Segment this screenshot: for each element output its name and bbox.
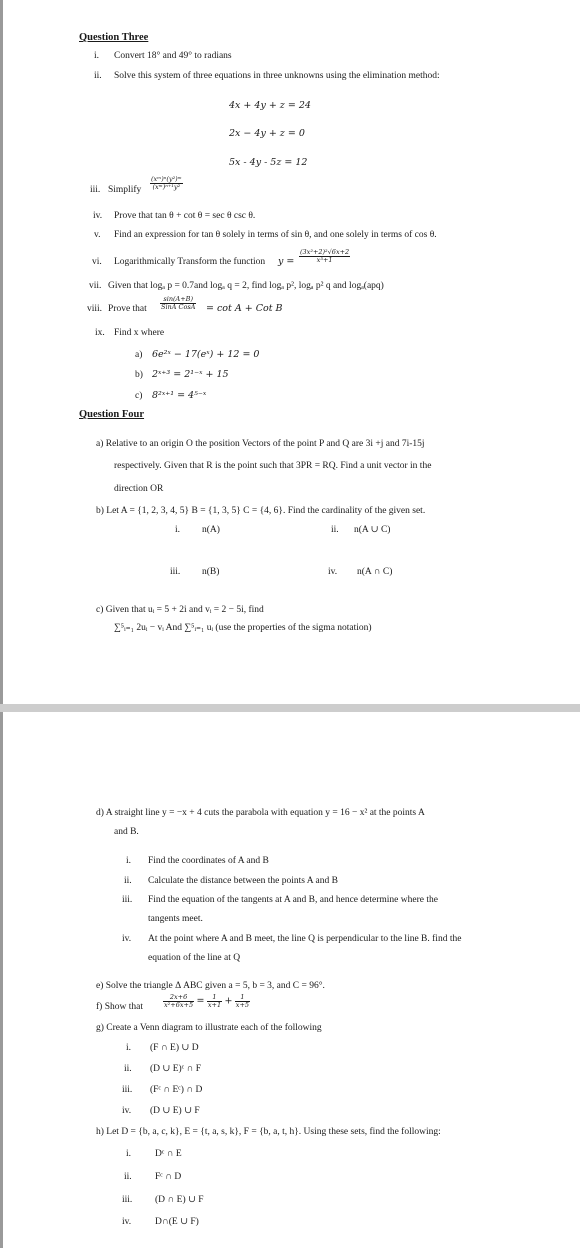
q3-vii-number: vii. [89,281,102,291]
q3-ix-a-equation: 6e²ˣ − 17(eˣ) + 12 = 0 [152,349,260,360]
equation-3: 5x - 4y - 5z = 12 [229,157,308,168]
q4-g-iv-text: (D ∪ E) ∪ F [150,1106,200,1116]
q4-h-i-number: i. [126,1149,132,1159]
q4-d-ii-number: ii. [124,876,132,886]
page-edge [0,0,3,704]
fraction-numerator: 2x+6 [163,994,194,1002]
q4-b-line: b) Let A = {1, 2, 3, 4, 5} B = {1, 3, 5} C = {4, 6}. Find the cardinality of the given set. [96,506,426,516]
fraction-denominator: (xᵐ)ⁿ⁺¹y² [152,183,181,191]
q3-vi-fraction [299,249,350,264]
q4-c-line-2: ∑⁵ᵢ₌₁ 2uᵢ − vᵢ And ∑⁵ᵢ₌₁ uᵢ (use the properties of the sigma notation) [114,623,372,633]
q4-f-label: f) Show that [96,1002,143,1012]
q3-ix-b-equation: 2ˣ⁺³ = 2¹⁻ˣ + 15 [152,369,229,380]
q4-a-line-3: direction OR [114,484,164,494]
q3-ix-c-label: c) [135,391,143,401]
q4-b-iv-text: n(A ∩ C) [357,567,393,577]
equation-2: 2x − 4y + z = 0 [229,128,305,139]
q3-iv-number: iv. [93,211,103,221]
q4-d-iii-text: Find the equation of the tangents at A and B, and hence determine where the [148,895,438,905]
q4-d-iv-number: iv. [122,934,132,944]
q3-ix-number: ix. [95,328,105,338]
q4-d-iii-number: iii. [122,895,133,905]
q4-g-ii-text: (D ∪ E)ᶜ ∩ F [150,1064,202,1074]
q4-f-expression [163,994,250,1009]
q4-e-line: e) Solve the triangle Δ ABC given a = 5, b = 3, and C = 96°. [96,981,325,991]
q4-d-i-text: Find the coordinates of A and B [148,856,269,866]
q4-h-ii-text: Fᶜ ∩ D [155,1172,182,1182]
q4-d-line-2: and B. [114,827,139,837]
q4-a-line-2: respectively. Given that R is the point such that 3PR = RQ. Find a unit vector in the [114,461,432,471]
q3-v-text: Find an expression for tan θ solely in terms of sin θ, and one solely in terms of cos θ. [114,230,437,240]
q4-b-iv-number: iv. [328,567,338,577]
q4-b-iii-text: n(B) [202,567,220,577]
fraction-denominator: x+1 [207,1001,222,1009]
q4-d-i-number: i. [126,856,132,866]
q3-i-text: Convert 18° and 49° to radians [114,51,232,61]
q3-ix-b-label: b) [135,370,143,380]
fraction-numerator: 1 [235,994,250,1002]
q4-h-ii-number: ii. [124,1172,132,1182]
q3-iii-fraction [150,176,183,191]
q4-g-iii-number: iii. [122,1085,133,1095]
fraction-denominator: x+5 [235,1001,250,1009]
q4-d-line-1: d) A straight line y = −x + 4 cuts the parabola with equation y = 16 − x² at the points A [96,808,425,818]
q3-iii-text: Simplify [108,185,142,195]
q4-h-i-text: Dᶜ ∩ E [155,1149,182,1159]
q3-i-number: i. [94,51,100,61]
q4-g-i-number: i. [126,1043,132,1053]
fraction-denominator: x³+1 [316,256,333,264]
plus-sign: + [224,995,233,1007]
q3-viii-fraction [160,296,196,311]
q4-d-ii-text: Calculate the distance between the points A and B [148,876,338,886]
page-edge [0,712,3,1248]
q3-viii-rhs: = cot A + Cot B [206,303,283,314]
q3-ii-text: Solve this system of three equations in three unknowns using the elimination method: [114,71,440,81]
equation-1: 4x + 4y + z = 24 [229,100,311,111]
q4-g-iv-number: iv. [122,1106,132,1116]
q4-b-i-number: i. [175,525,181,535]
q4-g-line: g) Create a Venn diagram to illustrate each of the following [96,1023,322,1033]
q3-vii-text: Given that logₐ p = 0.7and logₐ q = 2, find logₐ p², logₐ p² q and logₐ(apq) [108,281,384,291]
question-three-heading: Question Three [79,32,149,43]
q3-viii-number: viii. [87,304,103,314]
fraction-numerator: sin(A+B) [160,296,196,304]
q4-g-ii-number: ii. [124,1064,132,1074]
q3-vi-number: vi. [92,257,102,267]
q3-ix-c-equation: 8²ˣ⁺¹ = 4⁵⁻ˣ [152,390,207,401]
q3-ix-text: Find x where [114,328,165,338]
q3-vi-lhs: y = [278,256,295,267]
q4-h-iii-text: (D ∩ E) ∪ F [155,1195,204,1205]
q3-iv-text: Prove that tan θ + cot θ = sec θ csc θ. [114,211,256,221]
q4-a-line-1: a) Relative to an origin O the position Vectors of the point P and Q are 3i +j and 7i-15j [96,439,425,449]
q4-h-line: h) Let D = {b, a, c, k}, E = {t, a, s, k}, F = {b, a, t, h}. Using these sets, find the following: [96,1127,441,1137]
q4-g-iii-text: (Fᶜ ∩ Eᶜ) ∩ D [150,1085,203,1095]
equals-sign: = [196,995,205,1007]
q4-d-iv-text: At the point where A and B meet, the line Q is perpendicular to the line B. find the [148,934,462,944]
fraction-denominator: x²+6x+5 [164,1001,194,1009]
q4-b-ii-number: ii. [331,525,339,535]
q4-h-iii-number: iii. [122,1195,133,1205]
q4-b-i-text: n(A) [202,525,220,535]
q3-ix-a-label: a) [135,350,143,360]
q3-viii-text: Prove that [108,304,147,314]
q4-d-iii-continued: tangents meet. [148,914,203,924]
q3-iii-number: iii. [90,185,101,195]
fraction-numerator: (3x²+2)²√6x+2 [300,248,350,256]
fraction-denominator: SinA CosA [161,303,196,311]
q3-v-number: v. [94,230,101,240]
q3-vi-text: Logarithmically Transform the function [114,257,266,267]
fraction-numerator: 1 [207,994,222,1002]
q4-b-ii-text: n(A ∪ C) [354,525,391,535]
q4-b-iii-number: iii. [170,567,181,577]
q4-d-iv-continued: equation of the line at Q [148,953,241,963]
q3-ii-number: ii. [94,71,102,81]
document-page-2 [0,712,580,1248]
q4-h-iv-number: iv. [122,1217,132,1227]
q4-g-i-text: (F ∩ E) ∪ D [150,1043,199,1053]
fraction-numerator: (xᵐ)ⁿ(y²)ᵐ [151,175,182,183]
q4-h-iv-text: D∩(E ∪ F) [155,1217,199,1227]
q4-c-line-1: c) Given that uᵢ = 5 + 2i and vᵢ = 2 − 5i, find [96,605,264,615]
question-four-heading: Question Four [79,409,145,420]
